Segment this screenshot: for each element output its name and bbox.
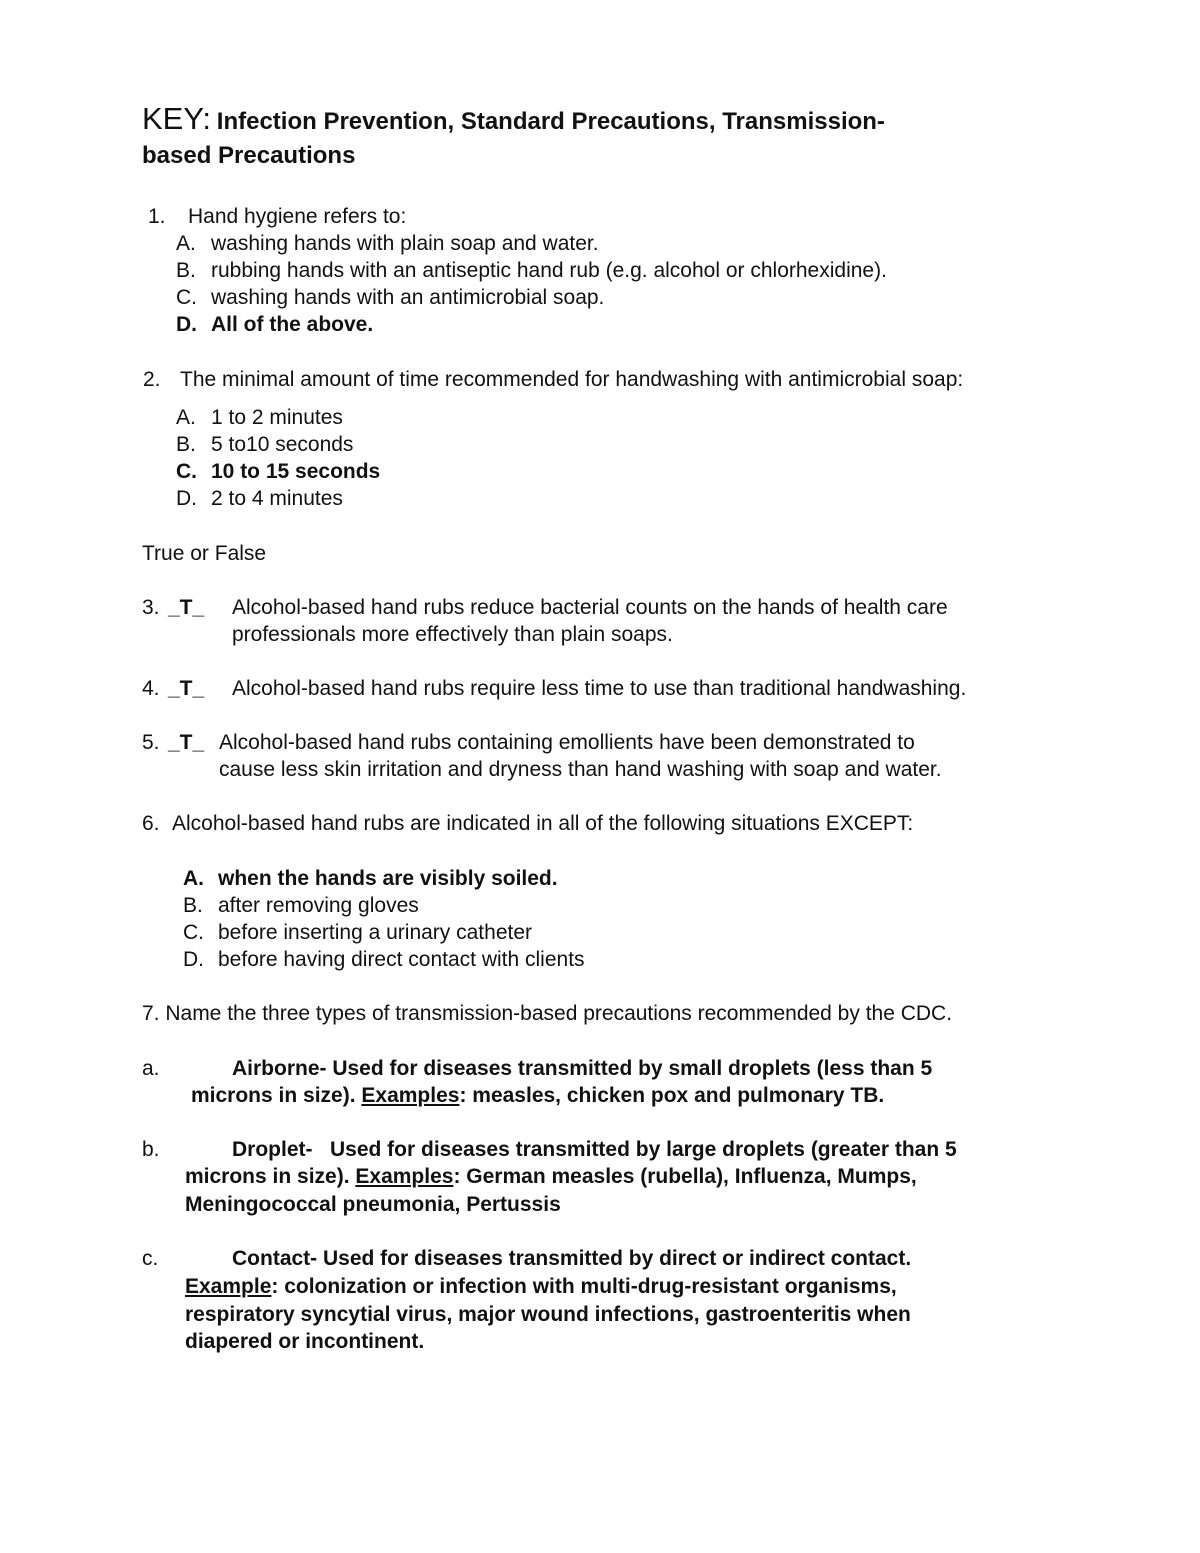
q1-option-a-text: washing hands with plain soap and water. [211, 232, 599, 255]
q2-option-a-letter: A. [176, 406, 196, 429]
q7-c-line-3: respiratory syncytial virus, major wound infections, gastroenteritis when [185, 1303, 911, 1326]
q7-c-line-2 [185, 1275, 897, 1299]
q7-a-line-2-post: : measles, chicken pox and pulmonary TB. [459, 1084, 885, 1107]
q4-answer: _T_ [168, 677, 205, 700]
q1-option-d-letter: D. [176, 313, 197, 336]
q5-text-line-2: cause less skin irritation and dryness than hand washing with soap and water. [219, 758, 942, 781]
q1-option-b-letter: B. [176, 259, 196, 282]
q3-text-line-1: Alcohol-based hand rubs reduce bacterial counts on the hands of health care [232, 596, 948, 619]
q1-option-c-letter: C. [176, 286, 197, 309]
q7-a-letter: a. [142, 1057, 160, 1080]
q7-b-line-2 [185, 1165, 917, 1189]
q6-prompt: Alcohol-based hand rubs are indicated in all of the following situations EXCEPT: [172, 812, 914, 835]
q3-number: 3. [142, 596, 160, 619]
q1-option-a-letter: A. [176, 232, 196, 255]
q7-a-line-2 [191, 1084, 884, 1108]
q7-a-examples-label: Examples [361, 1084, 460, 1107]
q1-option-d-text: All of the above. [211, 313, 374, 336]
q2-option-d-text: 2 to 4 minutes [211, 487, 343, 510]
q2-option-c-letter: C. [176, 460, 197, 483]
q1-option-c-text: washing hands with an antimicrobial soap. [211, 286, 605, 309]
q7-b-line-3: Meningococcal pneumonia, Pertussis [185, 1193, 561, 1216]
q2-option-b-letter: B. [176, 433, 196, 456]
q7-b-line-2-pre: microns in size). [185, 1165, 356, 1188]
q4-text-line-1: Alcohol-based hand rubs require less time to use than traditional handwashing. [232, 677, 967, 700]
q6-option-c-letter: C. [183, 921, 204, 944]
q3-answer: _T_ [168, 596, 205, 619]
q6-option-a-text: when the hands are visibly soiled. [218, 867, 558, 890]
q7-c-line-4: diapered or incontinent. [185, 1330, 425, 1353]
title-line-1: Infection Prevention, Standard Precautions, Transmission- [216, 108, 885, 135]
q5-answer: _T_ [168, 731, 205, 754]
q6-number: 6. [142, 812, 160, 835]
q7-c-line-1: Contact- Used for diseases transmitted by direct or indirect contact. [232, 1247, 912, 1270]
q7-b-examples-label: Examples [355, 1165, 454, 1188]
q7-prompt: 7. Name the three types of transmission-based precautions recommended by the CDC. [142, 1002, 953, 1025]
q6-option-a-letter: A. [183, 867, 204, 890]
q2-number: 2. [143, 368, 161, 391]
q7-a-line-2-pre: microns in size). [191, 1084, 362, 1107]
q7-c-line-2-post: : colonization or infection with multi-drug-resistant organisms, [271, 1275, 897, 1298]
q6-option-d-letter: D. [183, 948, 204, 971]
q1-prompt: Hand hygiene refers to: [188, 205, 407, 228]
q7-b-letter: b. [142, 1138, 160, 1161]
true-false-heading: True or False [142, 542, 267, 565]
q1-option-b-text: rubbing hands with an antiseptic hand rub (e.g. alcohol or chlorhexidine). [211, 259, 887, 282]
q7-b-line-1: Droplet- Used for diseases transmitted by large droplets (greater than 5 [232, 1138, 957, 1161]
q7-b-line-2-post: : German measles (rubella), Influenza, Mumps, [453, 1165, 917, 1188]
q2-option-b-text: 5 to10 seconds [211, 433, 354, 456]
q6-option-b-letter: B. [183, 894, 203, 917]
q2-prompt: The minimal amount of time recommended for handwashing with antimicrobial soap: [180, 368, 964, 391]
q3-text-line-2: professionals more effectively than plain soaps. [232, 623, 673, 646]
q7-a-line-1: Airborne- Used for diseases transmitted by small droplets (less than 5 [232, 1057, 933, 1080]
q5-number: 5. [142, 731, 160, 754]
q2-option-a-text: 1 to 2 minutes [211, 406, 343, 429]
q4-number: 4. [142, 677, 160, 700]
q2-option-c-text: 10 to 15 seconds [211, 460, 381, 483]
q6-option-c-text: before inserting a urinary catheter [218, 921, 533, 944]
q7-c-example-label: Example [185, 1275, 272, 1298]
q7-c-letter: c. [142, 1247, 159, 1270]
page-title [142, 102, 885, 140]
q1-number: 1. [148, 205, 166, 228]
q2-option-d-letter: D. [176, 487, 197, 510]
q5-text-line-1: Alcohol-based hand rubs containing emollients have been demonstrated to [219, 731, 915, 754]
key-label: KEY: [142, 101, 211, 136]
q6-option-d-text: before having direct contact with clients [218, 948, 585, 971]
q6-option-b-text: after removing gloves [218, 894, 419, 917]
title-line-2: based Precautions [142, 142, 356, 169]
